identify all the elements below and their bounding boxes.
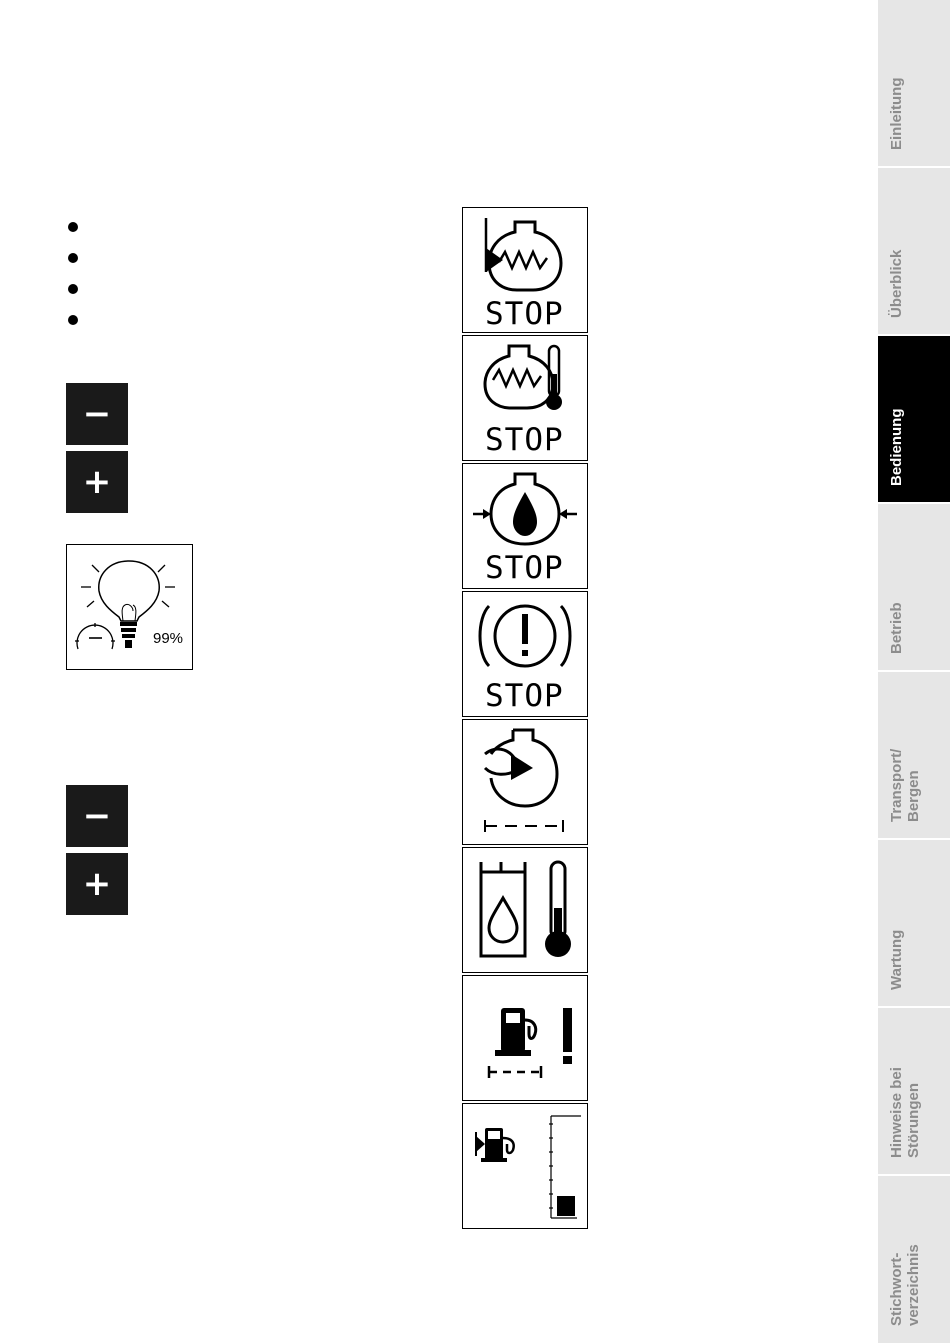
stop-text: STOP [485,550,564,586]
fuel-level-gauge-icon [462,1103,588,1229]
plus-label: + [82,864,112,904]
tab-stichwortverzeichnis[interactable] [878,1176,950,1343]
bullet-point-4 [68,315,78,325]
bullet-point-2 [68,253,78,263]
bullet-point-1 [68,222,78,232]
tab-label: Hinweise bei Störungen [888,1067,922,1158]
tab-label: Betrieb [888,602,905,654]
light-bulb-icon [67,545,192,669]
minus-button[interactable] [66,785,128,847]
tab-label: Überblick [888,249,905,318]
tab-label: Wartung [888,929,905,990]
hydraulic-oil-temperature-icon [462,847,588,973]
plus-label: + [82,462,112,502]
tab-betrieb[interactable] [878,504,950,672]
bullet-point-3 [68,284,78,294]
tab-wartung[interactable] [878,840,950,1008]
minus-label: − [82,796,112,836]
stop-text: STOP [485,422,564,458]
lamp-percent: 99% [153,630,184,647]
stop-text: STOP [485,678,564,714]
tab-label: Transport/ Bergen [888,748,922,822]
minus-label: − [82,394,112,434]
fuel-reserve-warning-icon [462,975,588,1101]
oil-pressure-stop-icon [462,463,588,589]
minus-button[interactable] [66,383,128,445]
general-warning-stop-icon [462,591,588,717]
tab-einleitung[interactable] [878,0,950,168]
coolant-temperature-stop-icon [462,335,588,461]
tab-transport-bergen[interactable] [878,672,950,840]
engine-rotation-icon [462,719,588,845]
plus-button[interactable] [66,451,128,513]
coolant-level-stop-icon [462,207,588,333]
tab-ueberblick[interactable] [878,168,950,336]
tab-label: Einleitung [888,77,905,150]
tab-bedienung[interactable] [878,336,950,504]
tab-label: Bedienung [888,408,905,486]
tab-hinweise-stoerungen[interactable] [878,1008,950,1176]
plus-button[interactable] [66,853,128,915]
stop-text: STOP [485,296,564,332]
gauge-icon [75,623,115,649]
tab-label: Stichwort- verzeichnis [888,1244,922,1326]
lamp-brightness-panel [66,544,193,670]
